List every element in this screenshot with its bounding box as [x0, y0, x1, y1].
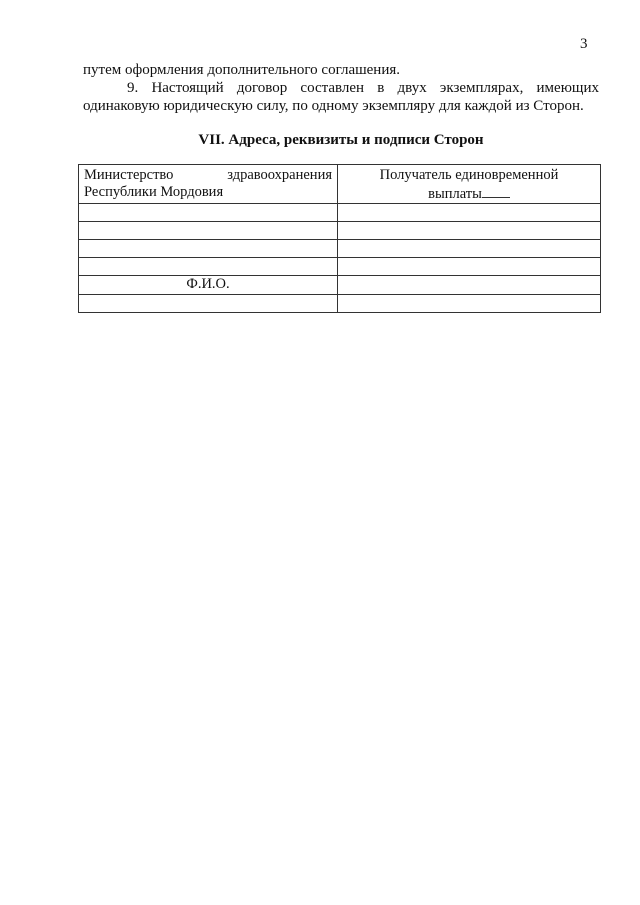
- recipient-header-line2: выплаты: [428, 186, 482, 202]
- signature-table: [78, 164, 601, 313]
- table-cell-blank: [338, 258, 601, 276]
- table-row: [79, 258, 601, 276]
- paragraph-clause-9: 9. Настоящий договор составлен в двух экземплярах, имеющих одинаковую юридическую силу, по одному экземпляру для каждой из Сторон.: [83, 80, 599, 114]
- table-row: [79, 295, 601, 313]
- ministry-header-cell: [79, 165, 338, 204]
- recipient-blank-underline: [482, 184, 510, 198]
- fio-cell: [79, 276, 338, 295]
- table-row-fio: [79, 276, 601, 295]
- page-number: 3: [580, 36, 588, 52]
- table-cell-blank: [79, 240, 338, 258]
- ministry-header-text: Министерство здравоохранения Республики Мордовия: [84, 167, 332, 200]
- table-cell-blank: [79, 295, 338, 313]
- table-header-row: [79, 165, 601, 204]
- section-title: VII. Адреса, реквизиты и подписи Сторон: [198, 132, 484, 148]
- table-cell-blank: [338, 295, 601, 313]
- table-cell-blank: [338, 240, 601, 258]
- table-row: [79, 240, 601, 258]
- fio-label: Ф.И.О.: [186, 276, 230, 292]
- table-cell-blank: [79, 222, 338, 240]
- recipient-header-cell: [338, 165, 601, 204]
- table-row: [79, 204, 601, 222]
- table-cell-blank: [79, 204, 338, 222]
- table-cell-blank: [338, 276, 601, 295]
- table-cell-blank: [338, 204, 601, 222]
- table-cell-blank: [79, 258, 338, 276]
- recipient-header-line1: Получатель единовременной: [379, 167, 559, 183]
- paragraph-continuation: путем оформления дополнительного соглашения.: [83, 62, 401, 78]
- table-cell-blank: [338, 222, 601, 240]
- table-row: [79, 222, 601, 240]
